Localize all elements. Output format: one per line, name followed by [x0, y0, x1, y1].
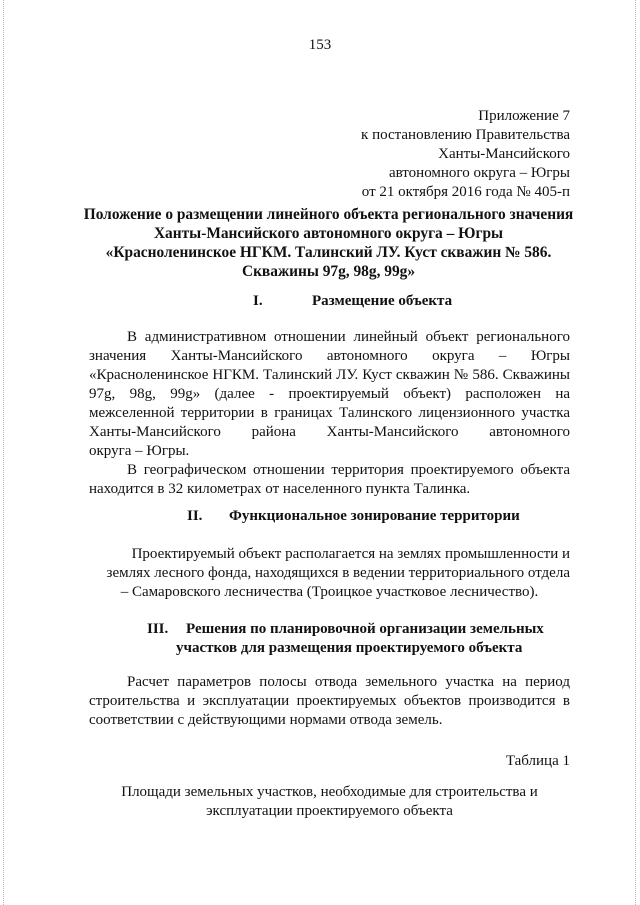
- appendix-line: Приложение 7: [478, 108, 570, 124]
- table-label: Таблица 1: [505, 753, 570, 769]
- scan-edge-right: [635, 0, 636, 905]
- text-line: соответствии с действующими нормами отвода земель.: [89, 712, 443, 728]
- caption-line: Площади земельных участков, необходимые для строительства и: [121, 784, 538, 800]
- title-line: Скважины 97g, 98g, 99g»: [241, 263, 416, 280]
- table-caption: [89, 783, 570, 821]
- text-line: – Самаровского лесничества (Троицкое участковое лесничество).: [120, 584, 539, 600]
- appendix-line: Ханты-Мансийского: [438, 146, 570, 162]
- appendix-block: [361, 107, 570, 202]
- appendix-line: от 21 октября 2016 года № 405-п: [361, 184, 570, 200]
- section-number: I.: [253, 293, 263, 309]
- section-heading: [187, 508, 520, 525]
- text-line: Проектируемый объект располагается на землях промышленности и: [131, 546, 570, 562]
- section-heading: [147, 621, 544, 638]
- text-line: В административном отношении линейный объект регионального: [127, 329, 570, 345]
- paragraph: [89, 673, 570, 730]
- section-title: Решения по планировочной организации земельных: [186, 621, 544, 637]
- text-line: 97g, 98g, 99g» (далее - проектируемый объект) расположен на: [89, 386, 570, 402]
- paragraph: [89, 461, 570, 499]
- title-line: «Красноленинское НГКМ. Талинский ЛУ. Куст скважин № 586.: [105, 244, 552, 261]
- section-title: Функциональное зонирование территории: [229, 508, 520, 524]
- section-title: участков для размещения проектируемого объекта: [176, 640, 523, 656]
- section-number: II.: [187, 508, 203, 524]
- text-line: строительства и эксплуатации проектируемых объектов производится в: [89, 693, 570, 709]
- text-line: значения Ханты-Мансийского автономного округа – Югры: [89, 348, 570, 364]
- title-line: Ханты-Мансийского автономного округа – Югры: [153, 225, 504, 242]
- document-title: [76, 205, 581, 281]
- paragraph: [89, 545, 570, 602]
- section-heading: [253, 293, 452, 310]
- appendix-line: автономного округа – Югры: [388, 165, 570, 181]
- text-line: округа – Югры.: [89, 443, 190, 459]
- text-line: Расчет параметров полосы отвода земельного участка на период: [127, 674, 570, 690]
- text-line: «Красноленинское НГКМ. Талинский ЛУ. Куст скважин № 586. Скважины: [89, 367, 570, 383]
- text-line: межселенной территории в границах Талинского лицензионного участка: [89, 405, 570, 421]
- text-line: Ханты-Мансийского района Ханты-Мансийского автономного: [89, 424, 570, 440]
- scan-edge-left: [3, 0, 4, 905]
- text-line: землях лесного фонда, находящихся в ведении территориального отдела: [106, 565, 570, 581]
- caption-line: эксплуатации проектируемого объекта: [206, 803, 453, 819]
- title-line: Положение о размещении линейного объекта регионального значения: [83, 206, 574, 223]
- page-number: 153: [308, 37, 332, 53]
- section-heading-cont: [176, 640, 522, 657]
- text-line: находится в 32 километрах от населенного пункта Талинка.: [89, 481, 471, 497]
- section-number: III.: [147, 621, 169, 637]
- text-line: В географическом отношении территория проектируемого объекта: [127, 462, 570, 478]
- section-title: Размещение объекта: [312, 293, 453, 309]
- appendix-line: к постановлению Правительства: [361, 127, 570, 143]
- paragraph: [89, 328, 570, 461]
